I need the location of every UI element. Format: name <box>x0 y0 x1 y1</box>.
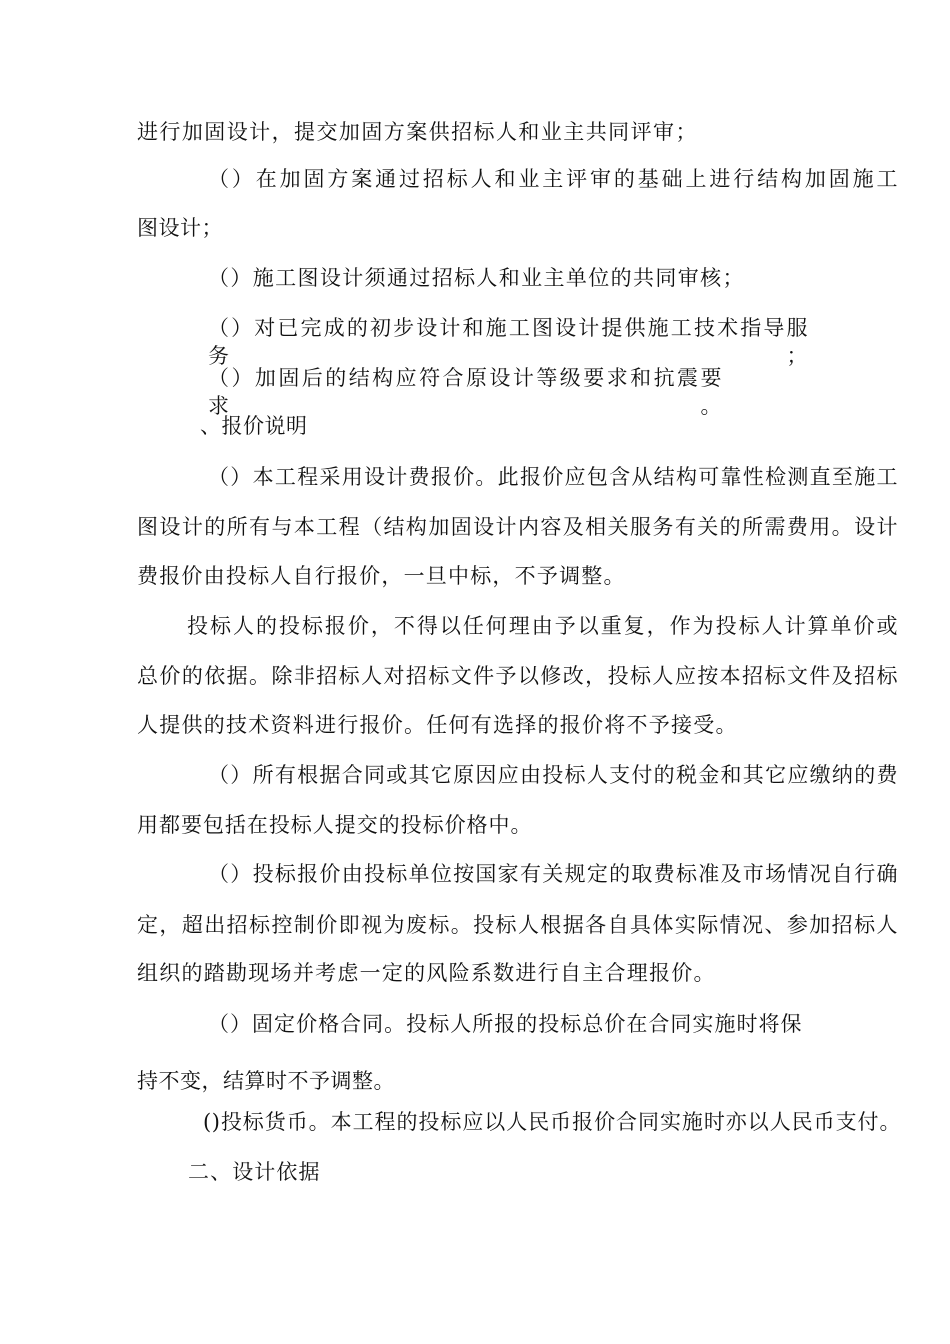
paragraph-line: （）施工图设计须通过招标人和业主单位的共同审核； <box>208 266 744 290</box>
paragraph-line: 持不变，结算时不予调整。 <box>137 1069 395 1093</box>
paragraph-line: 用都要包括在投标人提交的投标价格中。 <box>137 813 532 837</box>
paragraph-line: ()投标货币。本工程的投标应以人民币报价合同实施时亦以人民币支付。 <box>203 1110 901 1134</box>
paragraph-line: （）投标报价由投标单位按国家有关规定的取费标准及市场情况自行确 <box>208 862 898 886</box>
paragraph-line: 图设计； <box>137 216 223 240</box>
paragraph-line: 定，超出招标控制价即视为废标。投标人根据各自具体实际情况、参加招标人 <box>137 913 898 937</box>
paragraph-line: 投标人的投标报价，不得以任何理由予以重复，作为投标人计算单价或 <box>187 614 898 638</box>
paragraph-line: 进行加固设计，提交加固方案供招标人和业主共同评审； <box>137 120 697 144</box>
paragraph-line: （）加固后的结构应符合原设计等级要求和抗震要求。 <box>208 366 722 418</box>
paragraph-line: 组织的踏勘现场并考虑一定的风险系数进行自主合理报价。 <box>137 961 715 985</box>
paragraph-line: （）本工程采用设计费报价。此报价应包含从结构可靠性检测直至施工 <box>208 465 898 489</box>
paragraph-line: （）对已完成的初步设计和施工图设计提供施工技术指导服务； <box>208 316 808 368</box>
section-heading: 二、设计依据 <box>188 1160 320 1184</box>
paragraph-line: （）固定价格合同。投标人所报的投标总价在合同实施时将保 <box>208 1012 802 1036</box>
section-heading: 、报价说明 <box>200 414 308 438</box>
paragraph-line: 图设计的所有与本工程（结构加固设计内容及相关服务有关的所需费用。设计 <box>137 515 898 539</box>
paragraph-line: （）在加固方案通过招标人和业主评审的基础上进行结构加固施工 <box>208 167 898 191</box>
paragraph-line: 总价的依据。除非招标人对招标文件予以修改，投标人应按本招标文件及招标 <box>137 664 898 688</box>
paragraph-line: （）所有根据合同或其它原因应由投标人支付的税金和其它应缴纳的费 <box>208 763 898 787</box>
paragraph-line: 费报价由投标人自行报价，一旦中标，不予调整。 <box>137 564 625 588</box>
paragraph-line: 人提供的技术资料进行报价。任何有选择的报价将不予接受。 <box>137 713 737 737</box>
